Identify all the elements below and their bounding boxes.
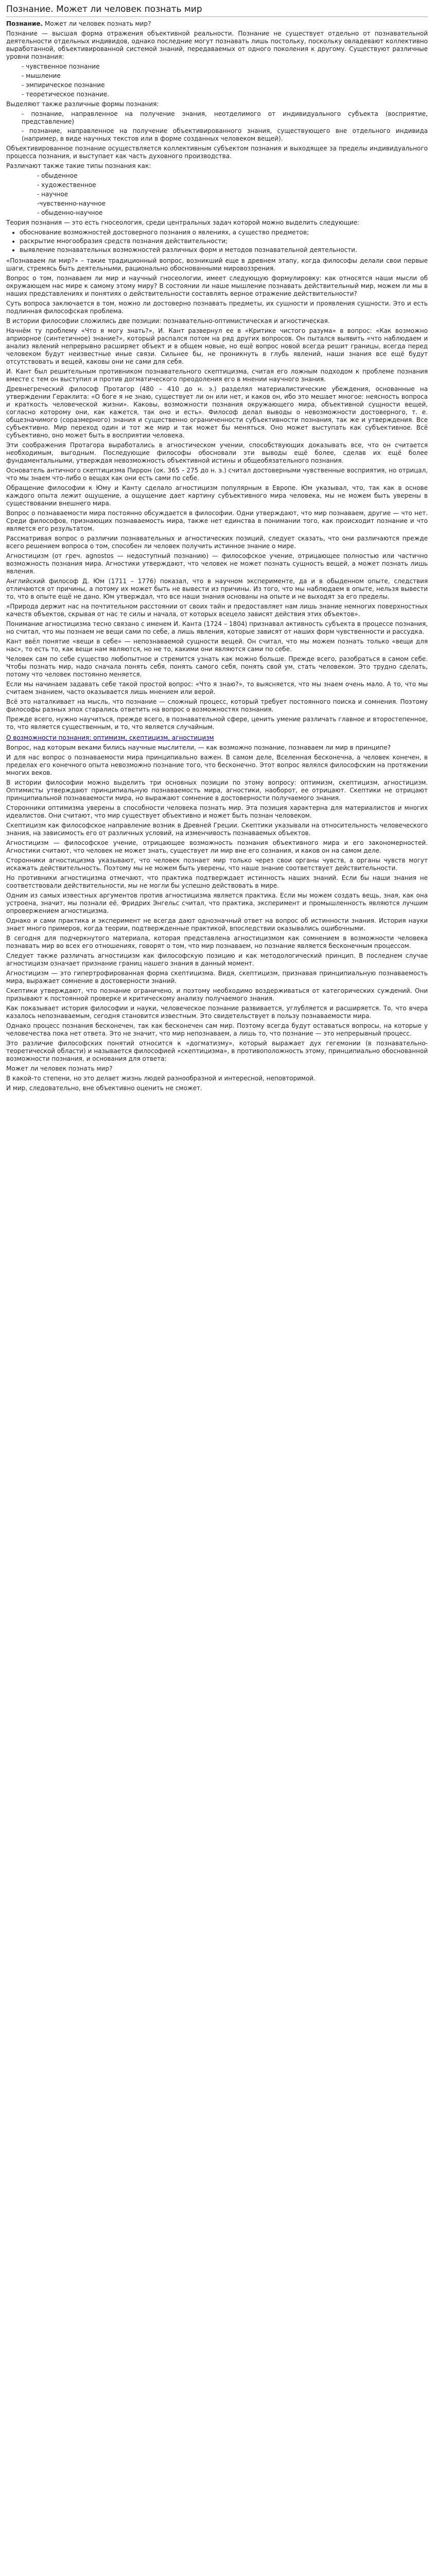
body-paragraph: Как показывает история философии и науки, человеческое познание развивается, углубляется и расширяется. То, что вчера казалось непознаваемым, сегодня становится известным. Это свидетельствует в пользу познаваемости мира.	[6, 1005, 428, 1020]
section-paragraphs	[6, 744, 428, 1038]
task-item: • обоснование возможностей достоверного познания о явлениях, а существо предметов;	[20, 229, 428, 236]
body-paragraph: Эти соображения Протагора выработались в агностическом учении, способствующих доказывать все, что он считается необходимым, выгодным. Последующие философы обосновали эти выводы ещё более, сделав их ещё более фундаментальными, утверждая невозможность объективной истины и общеобязательного познания.	[6, 442, 428, 464]
body-paragraph: Однако процесс познания бесконечен, так как бесконечен сам мир. Поэтому всегда будут оставаться вопросы, на которые у человечества пока нет ответа. Это не значит, что мир непознаваем, а лишь то, что познание — это непрерывный процесс.	[6, 1022, 428, 1037]
body-paragraph: Начнём ту проблему «Что я могу знать?», И. Кант развернул ее в «Критике чистого разума» в вопрос: «Как возможно априорное (синтетичное) знание?», который распался потом на ряд других вопросов. Он пытался выявить «что наблюдаем и анализ явлений непрерывно расширяет объект и в общем новые, но ещё вопрос новой всегда решит границы, всегда перед человеком будут неизвестные иные связи. Сильнее бы, не проникнуть в глубь явлений, наши знания все ещё будут отсутствовать и вещей, каковы они не сами для себя.	[6, 327, 428, 365]
body-paragraph: И для нас вопрос о познаваемости мира принципиально важен. В самом деле, Вселенная бесконечна, а человек конечен, в пределах его конечного опыта невозможно познание того, что бесконечно. Этот вопрос являлся философским на протяжении многих веков.	[6, 754, 428, 776]
document-body	[6, 20, 428, 1092]
body-paragraph: Обращение философии к Юму и Канту сделало агностицизм популярным в Европе. Юм указывал, что, так как в основе каждого опыта лежит ощущение, а ощущение дает картину субъективного мира человека, мы не можем быть уверены в существовании внешнего мира.	[6, 484, 428, 507]
body-paragraph: Сторонники оптимизма уверены в способности человека познать мир. Эта позиция характерна для материалистов и многих идеалистов. Они считают, что мир существует объективно и может быть познан человеком.	[6, 804, 428, 819]
body-paragraph: В истории философии можно выделить три основных позиции по этому вопросу: оптимизм, скептицизм, агностицизм. Оптимисты утверждают принципиальную познаваемость мира, агностики, наоборот, ее отрицают. Скептики не отрицают принципиальной познаваемости мира, но выражают сомнение в достоверности получаемого знания.	[6, 779, 428, 802]
types-lead: Различают также такие типы познания как:	[6, 162, 151, 170]
body-paragraph: Агностицизм (от греч. agnostos — недоступный познанию) — философское учение, отрицающее полностью или частично возможность познания мира. Агностики утверждают, что человек не может познать сущность вещей, а может познать лишь явления.	[6, 552, 428, 575]
body-paragraph: Одним из самых известных аргументов против агностицизма является практика. Если мы можем создать вещь, зная, как она устроена, значит, мы познали её. Фридрих Энгельс считал, что практика, эксперимент и промышленность являются лучшим опровержением агностицизма.	[6, 892, 428, 914]
body-paragraph: Человек сам по себе существо любопытное и стремится узнать как можно больше. Прежде всего, разобраться в самом себе. Чтобы познать мир, надо сначала понять себя, понять самого себя, понять свой ум, стать человеком. Это трудно сделать, потому что человек постоянно меняется.	[6, 655, 428, 678]
levels-list	[6, 63, 428, 98]
intro-heading-bold: Познание.	[6, 20, 43, 27]
forms-list	[6, 110, 428, 143]
body-paragraph: Агностицизм — это гипертрофированная форма скептицизма. Видя, скептицизм, признавая принципиальную познаваемость мира, выражает сомнение в достоверности знаний.	[6, 970, 428, 985]
body-paragraph: Прежде всего, нужно научиться, прежде всего, в познавательной сфере, ценить умение различать главное и второстепенное, то, что является существенным, и то, что является случайным.	[6, 716, 428, 731]
level-item: - чувственное познание	[22, 63, 100, 70]
body-paragraphs	[6, 257, 428, 731]
body-paragraph: Кант ввёл понятие «вещи в себе» — непознаваемой сущности вещей. Он считал, что мы можем познать только «вещи для нас», то есть то, как вещи нам являются, но не то, какими они являются сами по себе.	[6, 638, 428, 653]
body-paragraph: Древнегреческий философ Протагор (480 – 410 до н. э.) разделял материалистические убеждения, основанные на утверждении Гераклита: «О боге я не знаю, существует ли он или нет, и каков он, ибо это мешает многое: неясность вопроса и краткость человеческой жизни». Каковы, возможности познания окружающего мира, объективной сущности вещей, согласно которому они, как кажется, так оно и есть». Философ делал выводы о невозможности достоверного, т. е. общезначимого (соразмерного) знания и существенно ограниченности субъективности познания, так же и утверждения. Все субъективно. Мир переход один и тот же мир и так может бы меняться. Оно может выступать как субъективное. Всё субъективно, оно может быть в восприятии человека.	[6, 385, 428, 439]
type-item: - обыденное	[37, 172, 78, 179]
intro-heading	[6, 20, 428, 28]
intro-paragraph: Познание — высшая форма отражения объективной реальности. Познание не существует отдельно от познавательной деятельности отдельных индивидов, однако последние могут познавать лишь постольку, поскольку овладевают коллективно выработанной, объективированной системой знаний, передаваемых от одного поколения к другому. Существуют различные уровни познания:	[6, 30, 428, 60]
body-paragraph: И. Кант был решительным противником познавательного скептицизма, считая его ложным подходом к проблеме познания вместе с тем он выступил и против догматического преодоления его в мнении научного знания.	[6, 368, 428, 383]
body-paragraph: Агностицизм — философское учение, отрицающее возможность познания объективного мира и его закономерностей. Агностики считают, что человек не может знать, существует ли мир вне его сознания, и каков он на самом деле.	[6, 839, 428, 854]
level-item: - мышление	[22, 72, 61, 79]
body-paragraph: Сторонники агностицизма указывают, что человек познает мир только через свои органы чувств, а органы чувств могут искажать действительность. Поэтому мы не можем быть уверены, что наше знание соответствует действительности.	[6, 857, 428, 872]
body-paragraph: Вопрос о познаваемости мира постоянно обсуждается в философии. Одни утверждают, что мир познаваем, другие — что нет. Среди философов, признающих познаваемость мира, также нет единства в понимании того, как происходит познание и что является его результатом.	[6, 510, 428, 532]
body-paragraph: Вопрос, над которым веками бились научные мыслители, — как возможно познание, познаваем ли мир в принципе?	[6, 744, 391, 751]
task-item: • раскрытие многообразия средств познания действительности;	[20, 238, 428, 245]
level-item: - эмпирическое познание	[22, 81, 105, 89]
conclusion-line: В какой-то степени, но это делает жизнь людей разнообразной и интересной, неповторимой.	[6, 1075, 316, 1082]
objectified-paragraph: Объективированное познание осуществляется коллективным субъектом познания и выходящее за пределы индивидуального процесса познания, и выступает как часть духовного производства.	[6, 145, 428, 160]
task-item: • выявление познавательных возможностей различных форм и методов познавательной деятельности.	[20, 246, 428, 254]
conclusion-line: Может ли человек познать мир?	[6, 1065, 113, 1072]
forms-lead: Выделяют также различные формы познания:	[6, 100, 159, 108]
conclusion-line: И мир, следовательно, вне объективно оценить не сможет.	[6, 1084, 202, 1092]
intro-question: Может ли человек познать мир?	[44, 20, 151, 27]
type-item: - художественное	[37, 181, 96, 189]
section-link[interactable]: О возможности познания: оптимизм, скептицизм, агностицизм	[6, 734, 214, 741]
body-paragraph: Но противники агностицизма отмечают, что практика подтверждает истинность наших знаний. Если бы наши знания не соответствовали действительности, мы не могли бы успешно действовать в мире.	[6, 874, 428, 889]
body-paragraph: «Природа держит нас на почтительном расстоянии от своих тайн и предоставляет нам лишь знание немногих поверхностных качеств объектов, скрывая от нас те силы и начала, от которых всецело зависят действия этих объектов».	[6, 603, 428, 618]
body-paragraph: Скептики утверждают, что познание ограничено, и поэтому необходимо воздерживаться от категорических суждений. Они призывают к постоянной проверке и критическому анализу получаемого знания.	[6, 987, 428, 1002]
form-item: - познание, направленное на получение знания, неотделимого от индивидуального субъекта (восприятие, представление)	[22, 110, 428, 125]
body-paragraph: Скептицизм как философское направление возник в Древней Греции. Скептики указывали на относительность человеческого знания, на зависимость его от различных условий, на изменчивость познаваемых объектов.	[6, 822, 428, 837]
types-list	[6, 172, 428, 217]
tasks-list	[6, 229, 428, 254]
body-paragraph: Следует также различать агностицизм как философскую позицию и как методологический принцип. В последнем случае агностицизм означает признание границ нашего знания в данный момент.	[6, 952, 428, 967]
type-item: - обыденно-научное	[37, 209, 103, 216]
body-paragraph: Рассматривая вопрос о различии познавательных и агностических позиций, следует сказать, что они различаются прежде всего решением вопроса о том, способен ли человек получить истинное знание о мире.	[6, 535, 428, 550]
body-paragraph: Понимание агностицизма тесно связано с именем И. Канта (1724 – 1804) признавал активность субъекта в процессе познания, но считал, что мы познаем не вещи сами по себе, а лишь явления, которые зависят от наших форм чувственности и рассудка.	[6, 620, 428, 635]
body-paragraph: Английский философ Д. Юм (1711 – 1776) показал, что в научном эксперименте, да и в обыденном опыте, следствия отличаются от причины, а потому их может быть не вывести из причины. Из того, что мы наблюдаем в опыте, нельзя вывести то, что в опыте ещё не дано. Юм утверждал, что все наши знания основаны на опыте и не выходят за его пределы.	[6, 578, 428, 600]
theory-lead: Теория познания — это есть гносеология, среди центральных задач которой можно выделить следующие:	[6, 219, 360, 226]
body-paragraph: Основатель античного скептицизма Пиррон (ок. 365 – 275 до н. э.) считал достоверными чувственные восприятия, но отрицал, что мы знаем что-либо о вещах как они есть сами по себе.	[6, 467, 428, 482]
body-paragraph: В истории философии сложились две позиции: познавательно-оптимистическая и агностическая.	[6, 317, 330, 325]
body-paragraph: Если мы начинаем задавать себе такой простой вопрос: «Что я знаю?», то выясняется, что мы знаем очень мало. А то, что мы считаем знанием, часто оказывается лишь мнением или верой.	[6, 681, 428, 696]
form-item: - познание, направленное на получение объективированного знания, существующего вне отдельного индивида (например, в виде научных текстов или в форме созданных человеком вещей).	[22, 127, 428, 142]
type-item: -чувственно-научное	[37, 200, 106, 207]
level-item: - теоретическое познание.	[22, 91, 110, 98]
body-paragraph: Вопрос о том, познаваем ли мир и научный гносеологии, имеет следующую формулировку: как относятся наши мысли об окружающем нас мире к самому этому миру? В состоянии ли наше мышление познавать действительный мир, можем ли мы в наших представлениях и понятиях о действительности составлять верное отражение действительности?	[6, 275, 428, 297]
body-paragraph: «Познаваем ли мир?» – такие традиционный вопрос, возникший еще в древнем этапу, когда философы делали свои первые шаги, стремясь быть деятельными, рационально обоснованными мировоззрения.	[6, 257, 428, 272]
body-paragraph: Суть вопроса заключается в том, можно ли достоверно познавать предметы, их сущности и проявления сущности. Это и есть подлинная философская проблема.	[6, 300, 428, 315]
type-item: - научное	[37, 191, 68, 198]
body-paragraph: В сегодня для подчеркнутого материала, которая представлена агностицизмом как сомнением в возможности человека познавать мир во всех его отношениях, говорят о том, что мир познаваем, но познание является бесконечным процессом.	[6, 935, 428, 950]
conclusion-lead: Это различие философских понятий относится к «догматизму», который выражает дух гегемонии (в познавательно-теоретической области) и называется философией «скептицизма», в противоположность этому, принципиально обоснованной возможности познания, и основания для ответа:	[6, 1040, 428, 1062]
body-paragraph: Однако и сами практика и эксперимент не всегда дают однозначный ответ на вопрос об истинности знания. История науки знает много примеров, когда теории, подтвержденные практикой, впоследствии оказывались ошибочными.	[6, 917, 428, 932]
page-title: Познание. Может ли человек познать мир	[6, 4, 428, 17]
body-paragraph: Всё это наталкивает на мысль, что познание — сложный процесс, который требует постоянного поиска и сомнения. Поэтому философы разных эпох старались ответить на вопрос о возможностях познания.	[6, 698, 428, 713]
